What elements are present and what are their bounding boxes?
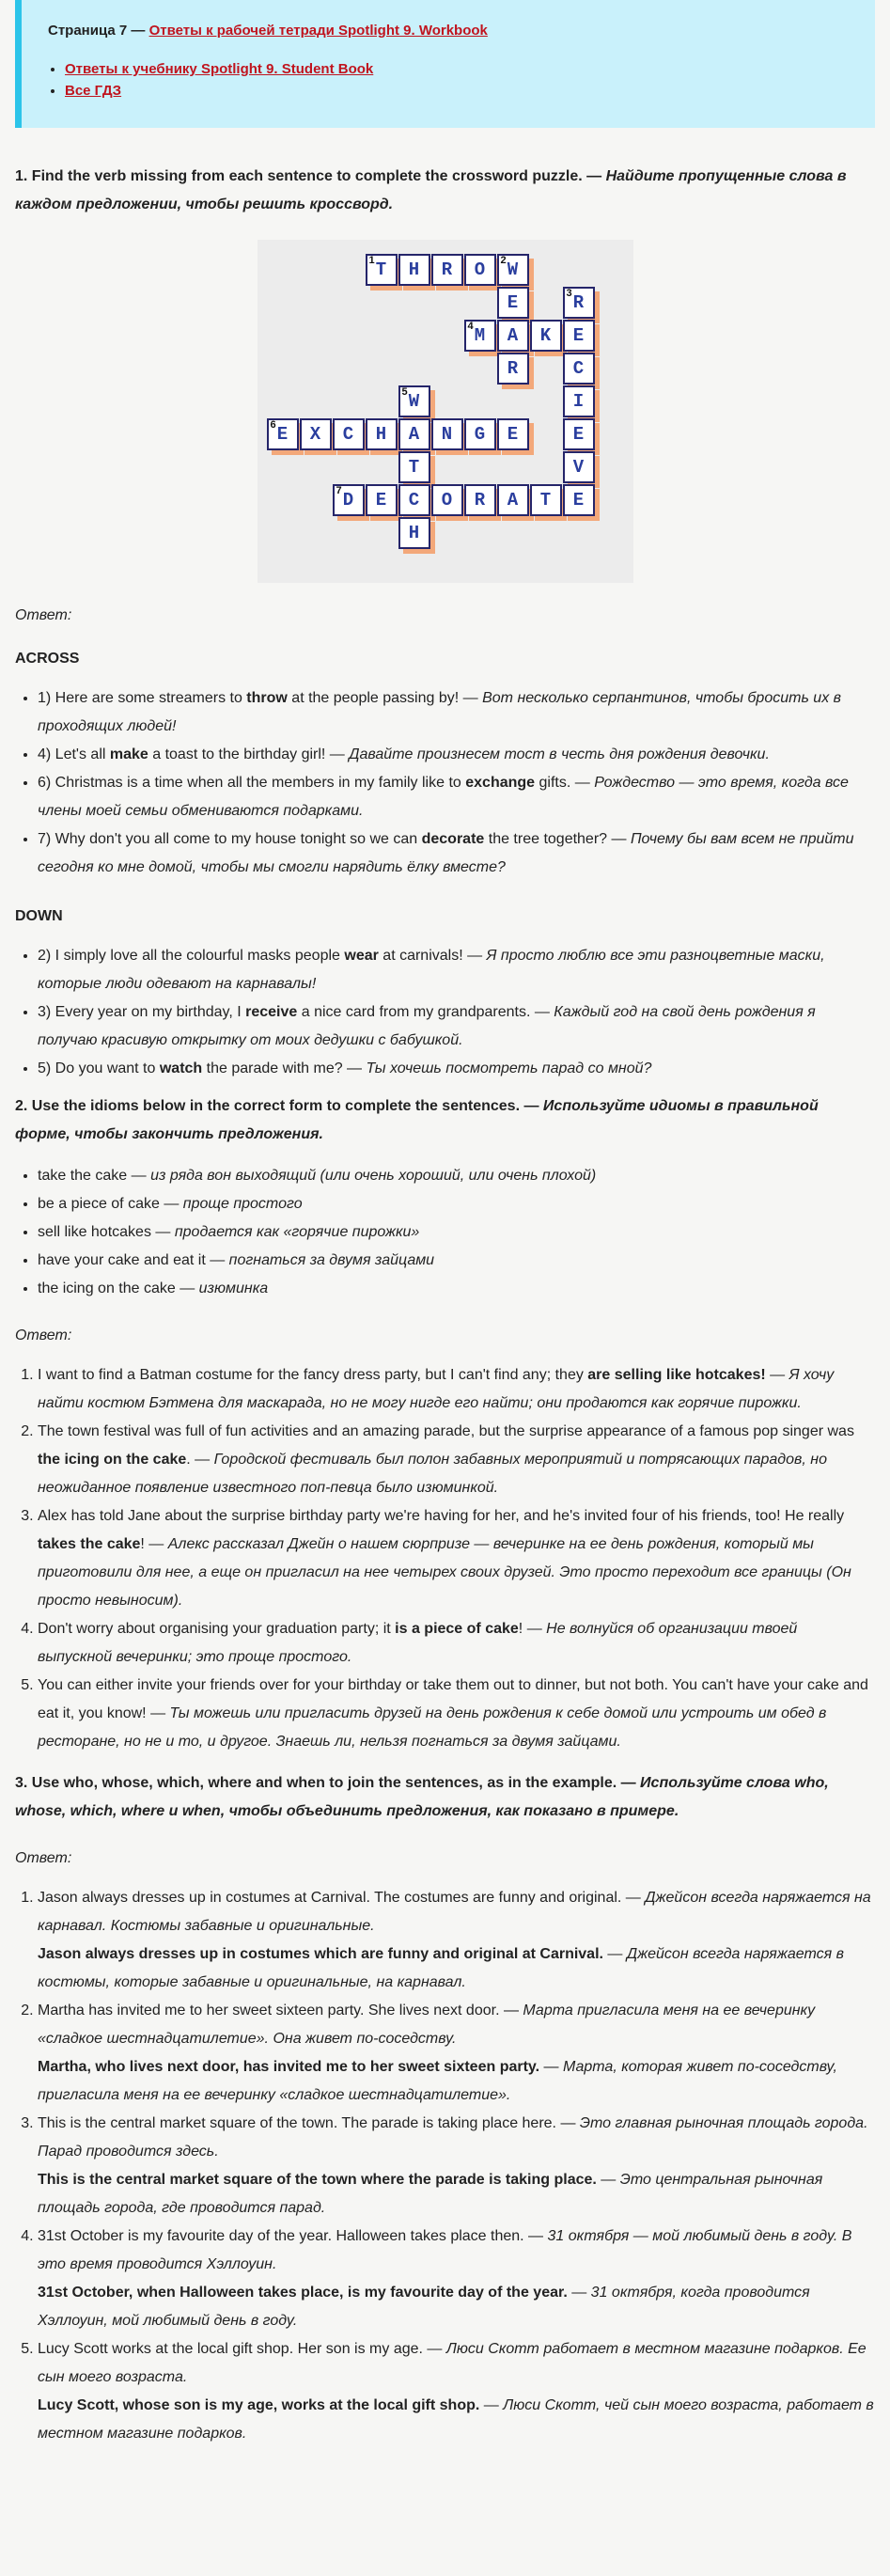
across-list bbox=[15, 684, 875, 882]
crossword-letter: W bbox=[507, 259, 519, 280]
crossword-cell bbox=[563, 385, 595, 417]
crossword-clue-number: 5 bbox=[401, 386, 408, 398]
task3-item bbox=[38, 2110, 875, 2223]
task3-question-ru: Люси Скотт работает в местном магазине подарков. Ее сын моего возраста. bbox=[38, 2341, 867, 2385]
task2-answer-item-text-end: — bbox=[765, 1367, 789, 1383]
crossword-cell bbox=[431, 418, 463, 450]
task2-answer-item bbox=[38, 1502, 875, 1615]
task3-answer-ru: 31 октября, когда проводится Хэллоуин, мой любимый день в году. bbox=[38, 2285, 810, 2329]
all-gdz-link[interactable]: Все ГДЗ bbox=[65, 83, 122, 99]
task3-answer-ru: Это центральная рыночная площадь города, где проводится парад. bbox=[38, 2172, 823, 2216]
crossword-cell bbox=[398, 517, 430, 549]
crossword-cell bbox=[497, 320, 529, 352]
crossword-letter: T bbox=[408, 457, 420, 478]
down-item bbox=[38, 1055, 875, 1083]
crossword-cell bbox=[497, 353, 529, 385]
across-item-translation: Рождество — это время, когда все члены моей семьи обмениваются подарками. bbox=[38, 775, 849, 819]
crossword-letter: R bbox=[507, 358, 519, 379]
across-item-text-end: a toast to the birthday girl! — bbox=[148, 746, 350, 762]
crossword-cell bbox=[563, 418, 595, 450]
task2-answer-item-text: Don't worry about organising your graduation party; it bbox=[38, 1621, 396, 1637]
down-item-translation: Я просто люблю все эти разноцветные маски, которые люди одевают на карнавалы! bbox=[38, 948, 825, 992]
task3-question-ru: Марта пригласила меня на ее вечеринку «сладкое шестнадцатилетие». Она живет по-соседству. bbox=[38, 2003, 816, 2047]
crossword-cell bbox=[497, 418, 529, 450]
page-nav-row bbox=[48, 23, 849, 39]
crossword-cell bbox=[300, 418, 332, 450]
crossword-cell bbox=[398, 254, 430, 286]
down-item-text: 3) Every year on my birthday, I bbox=[38, 1004, 246, 1020]
down-item-text: 2) I simply love all the colourful masks people bbox=[38, 948, 345, 964]
idiom-item bbox=[38, 1190, 875, 1218]
crossword-cell bbox=[267, 418, 299, 450]
crossword-cell bbox=[497, 287, 529, 319]
crossword-cell bbox=[398, 418, 430, 450]
task2-answer-item bbox=[38, 1361, 875, 1418]
crossword-wrap bbox=[15, 240, 875, 583]
task2-answer-item-translation: Алекс рассказал Джейн о нашем сюрпризе — вечеринке на ее день рождения, который мы приготовили для нее, а еще он пригласил на нее четырех своих друзей. Это просто переходит все границы (Он просто невыносим). bbox=[38, 1536, 851, 1609]
across-item-translation: Вот несколько серпантинов, чтобы бросить их в проходящих людей! bbox=[38, 690, 841, 734]
idiom-item bbox=[38, 1275, 875, 1303]
across-item-text: 1) Here are some streamers to bbox=[38, 690, 247, 706]
task3-title-ru: Используйте слова who, whose, which, where и when, чтобы объединить предложения, как показано в примере. bbox=[15, 1775, 829, 1819]
task1-title-en: 1. Find the verb missing from each sentence to complete the crossword puzzle. — bbox=[15, 168, 606, 184]
task3-answer: Martha, who lives next door, has invited me to her sweet sixteen party. bbox=[38, 2059, 540, 2075]
crossword-cell bbox=[563, 451, 595, 483]
crossword-letter: A bbox=[507, 490, 519, 510]
crossword-cell bbox=[398, 484, 430, 516]
crossword-letter: K bbox=[539, 325, 552, 346]
crossword-cell bbox=[464, 484, 496, 516]
down-item bbox=[38, 998, 875, 1055]
task2-answer-item-translation: Я хочу найти костюм Бэтмена для маскарада, но не могу нигде его найти; они продаются как горячие пирожки. bbox=[38, 1367, 835, 1411]
task3-answer-ru: Люси Скотт, чей сын моего возраста, работает в местном магазине подарков. bbox=[38, 2397, 874, 2442]
task3-dash: — bbox=[539, 2059, 563, 2075]
task1-title bbox=[15, 163, 875, 219]
task3-answer-ru: Джейсон всегда наряжается в костюмы, которые забавные и оригинальные, на карнавал. bbox=[38, 1946, 844, 1990]
crossword-letter: O bbox=[474, 259, 486, 280]
crossword-letter: E bbox=[375, 490, 387, 510]
down-item-answer-word: watch bbox=[159, 1060, 203, 1076]
crossword-letter: E bbox=[507, 292, 519, 313]
task3-item bbox=[38, 2335, 875, 2448]
idiom-en: take the cake — bbox=[38, 1168, 151, 1184]
crossword-clue-number: 2 bbox=[500, 255, 507, 266]
crossword-cell bbox=[464, 254, 496, 286]
across-item bbox=[38, 741, 875, 769]
task3-answer: This is the central market square of the town where the parade is taking place. bbox=[38, 2172, 597, 2188]
task3-dash: — bbox=[602, 1946, 627, 1962]
crossword-cell bbox=[398, 451, 430, 483]
task3-question: 31st October is my favourite day of the year. Halloween takes place then. — bbox=[38, 2228, 548, 2244]
crossword-cell bbox=[333, 418, 365, 450]
task2-answer-item-answer-word: the icing on the cake bbox=[38, 1452, 187, 1468]
task3-question: Martha has invited me to her sweet sixteen party. She lives next door. — bbox=[38, 2003, 523, 2018]
task1-answer-label: Ответ: bbox=[15, 607, 72, 623]
crossword-letter: T bbox=[375, 259, 387, 280]
crossword-cell bbox=[563, 484, 595, 516]
info-links bbox=[48, 61, 849, 99]
task3-question-ru: Это главная рыночная площадь города. Парад проводится здесь. bbox=[38, 2115, 868, 2160]
crossword-letter: H bbox=[408, 259, 420, 280]
task3-answer-list bbox=[15, 1884, 875, 2448]
workbook-link[interactable]: Ответы к рабочей тетради Spotlight 9. Workbook bbox=[148, 23, 488, 39]
idiom-en: sell like hotcakes — bbox=[38, 1224, 175, 1240]
task3-question: Jason always dresses up in costumes at Carnival. The costumes are funny and original. — bbox=[38, 1890, 646, 1906]
task2-answer-item-text-end: . — bbox=[186, 1452, 214, 1468]
across-heading: ACROSS bbox=[15, 651, 80, 667]
crossword-cell bbox=[497, 484, 529, 516]
crossword-letter: G bbox=[474, 424, 486, 445]
idiom-en: have your cake and eat it — bbox=[38, 1252, 229, 1268]
crossword-cell bbox=[398, 385, 430, 417]
across-item-answer-word: decorate bbox=[421, 831, 485, 847]
idiom-en: the icing on the cake — bbox=[38, 1280, 199, 1296]
down-heading: DOWN bbox=[15, 908, 63, 924]
idiom-ru: погнаться за двумя зайцами bbox=[228, 1252, 435, 1268]
crossword-clue-number: 7 bbox=[336, 485, 342, 496]
across-item-text-end: the tree together? — bbox=[484, 831, 631, 847]
task3-dash: — bbox=[567, 2285, 591, 2301]
crossword-cell bbox=[366, 418, 398, 450]
down-item-text-end: a nice card from my grandparents. — bbox=[297, 1004, 554, 1020]
crossword-cell bbox=[366, 254, 398, 286]
info-box-wrap bbox=[15, 0, 875, 128]
idiom-ru: проще простого bbox=[182, 1196, 303, 1212]
crossword-letter: E bbox=[572, 325, 585, 346]
crossword-letter: E bbox=[572, 424, 585, 445]
idiom-list bbox=[15, 1162, 875, 1303]
down-item-translation: Каждый год на свой день рождения я получаю красивую открытку от моих дедушки с бабушкой. bbox=[38, 1004, 816, 1048]
down-item-text-end: the parade with me? — bbox=[202, 1060, 367, 1076]
idiom-ru: из ряда вон выходящий (или очень хороший, или очень плохой) bbox=[150, 1168, 597, 1184]
down-item-answer-word: wear bbox=[344, 948, 379, 964]
crossword-letter: A bbox=[408, 424, 420, 445]
task2-answer-item-text-end: ! — bbox=[518, 1621, 547, 1637]
crossword-clue-number: 4 bbox=[467, 321, 474, 332]
crossword-letter: X bbox=[309, 424, 321, 445]
idiom-ru: изюминка bbox=[198, 1280, 269, 1296]
across-item bbox=[38, 825, 875, 882]
crossword-letter: C bbox=[408, 490, 420, 510]
down-item-text: 5) Do you want to bbox=[38, 1060, 160, 1076]
down-item-text-end: at carnivals! — bbox=[378, 948, 487, 964]
crossword-letter: E bbox=[572, 490, 585, 510]
crossword-cell bbox=[366, 484, 398, 516]
task3-question-ru: Джейсон всегда наряжается на карнавал. Костюмы забавные и оригинальные. bbox=[38, 1890, 871, 1934]
task3-dash: — bbox=[479, 2397, 504, 2413]
task3-answer: Jason always dresses up in costumes which are funny and original at Carnival. bbox=[38, 1946, 603, 1962]
info-box bbox=[15, 0, 875, 128]
crossword-letter: E bbox=[507, 424, 519, 445]
task2-title-ru: Используйте идиомы в правильной форме, чтобы закончить предложения. bbox=[15, 1098, 819, 1142]
info-link-item bbox=[65, 61, 849, 77]
task3-question: Lucy Scott works at the local gift shop. Her son is my age. — bbox=[38, 2341, 446, 2357]
task3-title-en: 3. Use who, whose, which, where and when to join the sentences, as in the example. — bbox=[15, 1775, 641, 1791]
crossword-letter: E bbox=[276, 424, 289, 445]
across-item bbox=[38, 684, 875, 741]
crossword-letter: A bbox=[507, 325, 519, 346]
across-item-translation: Давайте произнесем тост в честь дня рождения девочки. bbox=[349, 746, 770, 762]
idiom-ru: продается как «горячие пирожки» bbox=[174, 1224, 420, 1240]
task2-answer-item-text-end: ! — bbox=[140, 1536, 168, 1552]
task2-answer-item-text: Alex has told Jane about the surprise birthday party we're having for her, and he's invited four of his friends, too! He really bbox=[38, 1508, 845, 1524]
task2-answer-item-translation: Не волнуйся об организации твоей выпускной вечеринки; это проще простого. bbox=[38, 1621, 798, 1665]
task3-answer: 31st October, when Halloween takes place, is my favourite day of the year. bbox=[38, 2285, 568, 2301]
task2-answer-item-answer-word: takes the cake bbox=[38, 1536, 141, 1552]
crossword-letter: R bbox=[441, 259, 453, 280]
crossword-cell bbox=[333, 484, 365, 516]
crossword-cell bbox=[530, 484, 562, 516]
task3-item bbox=[38, 1884, 875, 1997]
task1-title-ru: Найдите пропущенные слова в каждом предложении, чтобы решить кроссворд. bbox=[15, 168, 847, 212]
crossword-letter: M bbox=[474, 325, 486, 346]
task2-answer-item-text: The town festival was full of fun activities and an amazing parade, but the surprise appearance of a famous pop singer was bbox=[38, 1423, 854, 1439]
crossword-letter: R bbox=[572, 292, 585, 313]
task2-answer-item-translation: Ты можешь или пригласить друзей на день рождения к себе домой или устроить им обед в ресторане, но не и то, и другое. Знаешь ли, нельзя погнаться за двумя зайцами. bbox=[38, 1705, 827, 1750]
task2-answer-label: Ответ: bbox=[15, 1327, 72, 1343]
crossword-letter: W bbox=[408, 391, 420, 412]
task3-dash: — bbox=[596, 2172, 620, 2188]
idiom-item bbox=[38, 1218, 875, 1247]
across-item-translation: Почему бы вам всем не прийти сегодня ко мне домой, чтобы мы смогли нарядить ёлку вместе? bbox=[38, 831, 854, 875]
task3-answer-label: Ответ: bbox=[15, 1850, 72, 1866]
crossword-cell bbox=[563, 353, 595, 385]
crossword-letter: C bbox=[572, 358, 585, 379]
crossword-cell bbox=[431, 254, 463, 286]
across-item bbox=[38, 769, 875, 825]
idiom-en: be a piece of cake — bbox=[38, 1196, 183, 1212]
student-book-link[interactable]: Ответы к учебнику Spotlight 9. Student Book bbox=[65, 61, 374, 77]
task3-answer-ru: Марта, которая живет по-соседству, пригласила меня на ее вечеринку «сладкое шестнадцатилетие». bbox=[38, 2059, 837, 2103]
crossword-cell bbox=[464, 320, 496, 352]
crossword-cell bbox=[563, 287, 595, 319]
down-item-answer-word: receive bbox=[245, 1004, 298, 1020]
task2-title bbox=[15, 1092, 875, 1149]
task3-item bbox=[38, 1997, 875, 2110]
task3-answer: Lucy Scott, whose son is my age, works at the local gift shop. bbox=[38, 2397, 480, 2413]
info-link-item bbox=[65, 83, 849, 99]
down-item bbox=[38, 942, 875, 998]
across-item-text-end: gifts. — bbox=[535, 775, 595, 791]
crossword-letter: D bbox=[342, 490, 354, 510]
across-item-answer-word: throw bbox=[246, 690, 288, 706]
task2-answer-item bbox=[38, 1672, 875, 1756]
crossword-letter: H bbox=[375, 424, 387, 445]
across-item-text: 7) Why don't you all come to my house tonight so we can bbox=[38, 831, 422, 847]
idiom-item bbox=[38, 1162, 875, 1190]
across-item-answer-word: make bbox=[109, 746, 148, 762]
task2-answer-item bbox=[38, 1418, 875, 1502]
idiom-item bbox=[38, 1247, 875, 1275]
crossword-clue-number: 1 bbox=[368, 255, 375, 266]
crossword-cell bbox=[464, 418, 496, 450]
crossword-letter: V bbox=[572, 457, 585, 478]
task2-answer-item-translation: Городской фестиваль был полон забавных мероприятий и потрясающих парадов, но неожиданное появление известного поп-певца было изюминкой. bbox=[38, 1452, 827, 1496]
task2-answer-item-answer-word: are selling like hotcakes! bbox=[587, 1367, 766, 1383]
down-item-translation: Ты хочешь посмотреть парад со мной? bbox=[366, 1060, 652, 1076]
crossword-clue-number: 6 bbox=[270, 419, 276, 431]
crossword-letter: C bbox=[342, 424, 354, 445]
crossword-letter: N bbox=[441, 424, 453, 445]
task3-question-ru: 31 октября — мой любимый день в году. В это время проводится Хэллоуин. bbox=[38, 2228, 852, 2272]
task2-title-en: 2. Use the idioms below in the correct form to complete the sentences. — bbox=[15, 1098, 543, 1114]
task3-item bbox=[38, 2223, 875, 2335]
crossword-letter: H bbox=[408, 523, 420, 543]
task2-answer-item-text: I want to find a Batman costume for the fancy dress party, but I can't find any; they bbox=[38, 1367, 588, 1383]
crossword-letter: T bbox=[539, 490, 552, 510]
crossword-letter: I bbox=[572, 391, 585, 412]
crossword-puzzle bbox=[258, 240, 633, 583]
across-item-text: 4) Let's all bbox=[38, 746, 110, 762]
task3-question: This is the central market square of the town. The parade is taking place here. — bbox=[38, 2115, 580, 2131]
across-item-text: 6) Christmas is a time when all the members in my family like to bbox=[38, 775, 466, 791]
across-item-text-end: at the people passing by! — bbox=[287, 690, 483, 706]
down-list bbox=[15, 942, 875, 1083]
across-item-answer-word: exchange bbox=[465, 775, 536, 791]
task2-answer-list bbox=[15, 1361, 875, 1756]
crossword-cell bbox=[497, 254, 529, 286]
crossword-cell bbox=[431, 484, 463, 516]
crossword-clue-number: 3 bbox=[566, 288, 572, 299]
crossword-letter: O bbox=[441, 490, 453, 510]
crossword-cell bbox=[530, 320, 562, 352]
task2-answer-item bbox=[38, 1615, 875, 1672]
crossword-cell bbox=[563, 320, 595, 352]
task2-answer-item-text: You can either invite your friends over for your birthday or take them out to dinner, but not both. You can't have your cake and eat it, you know! — bbox=[38, 1677, 868, 1721]
task2-answer-item-answer-word: is a piece of cake bbox=[395, 1621, 519, 1637]
crossword-letter: R bbox=[474, 490, 486, 510]
task3-title bbox=[15, 1769, 875, 1826]
page-label: Страница 7 — bbox=[48, 23, 149, 39]
